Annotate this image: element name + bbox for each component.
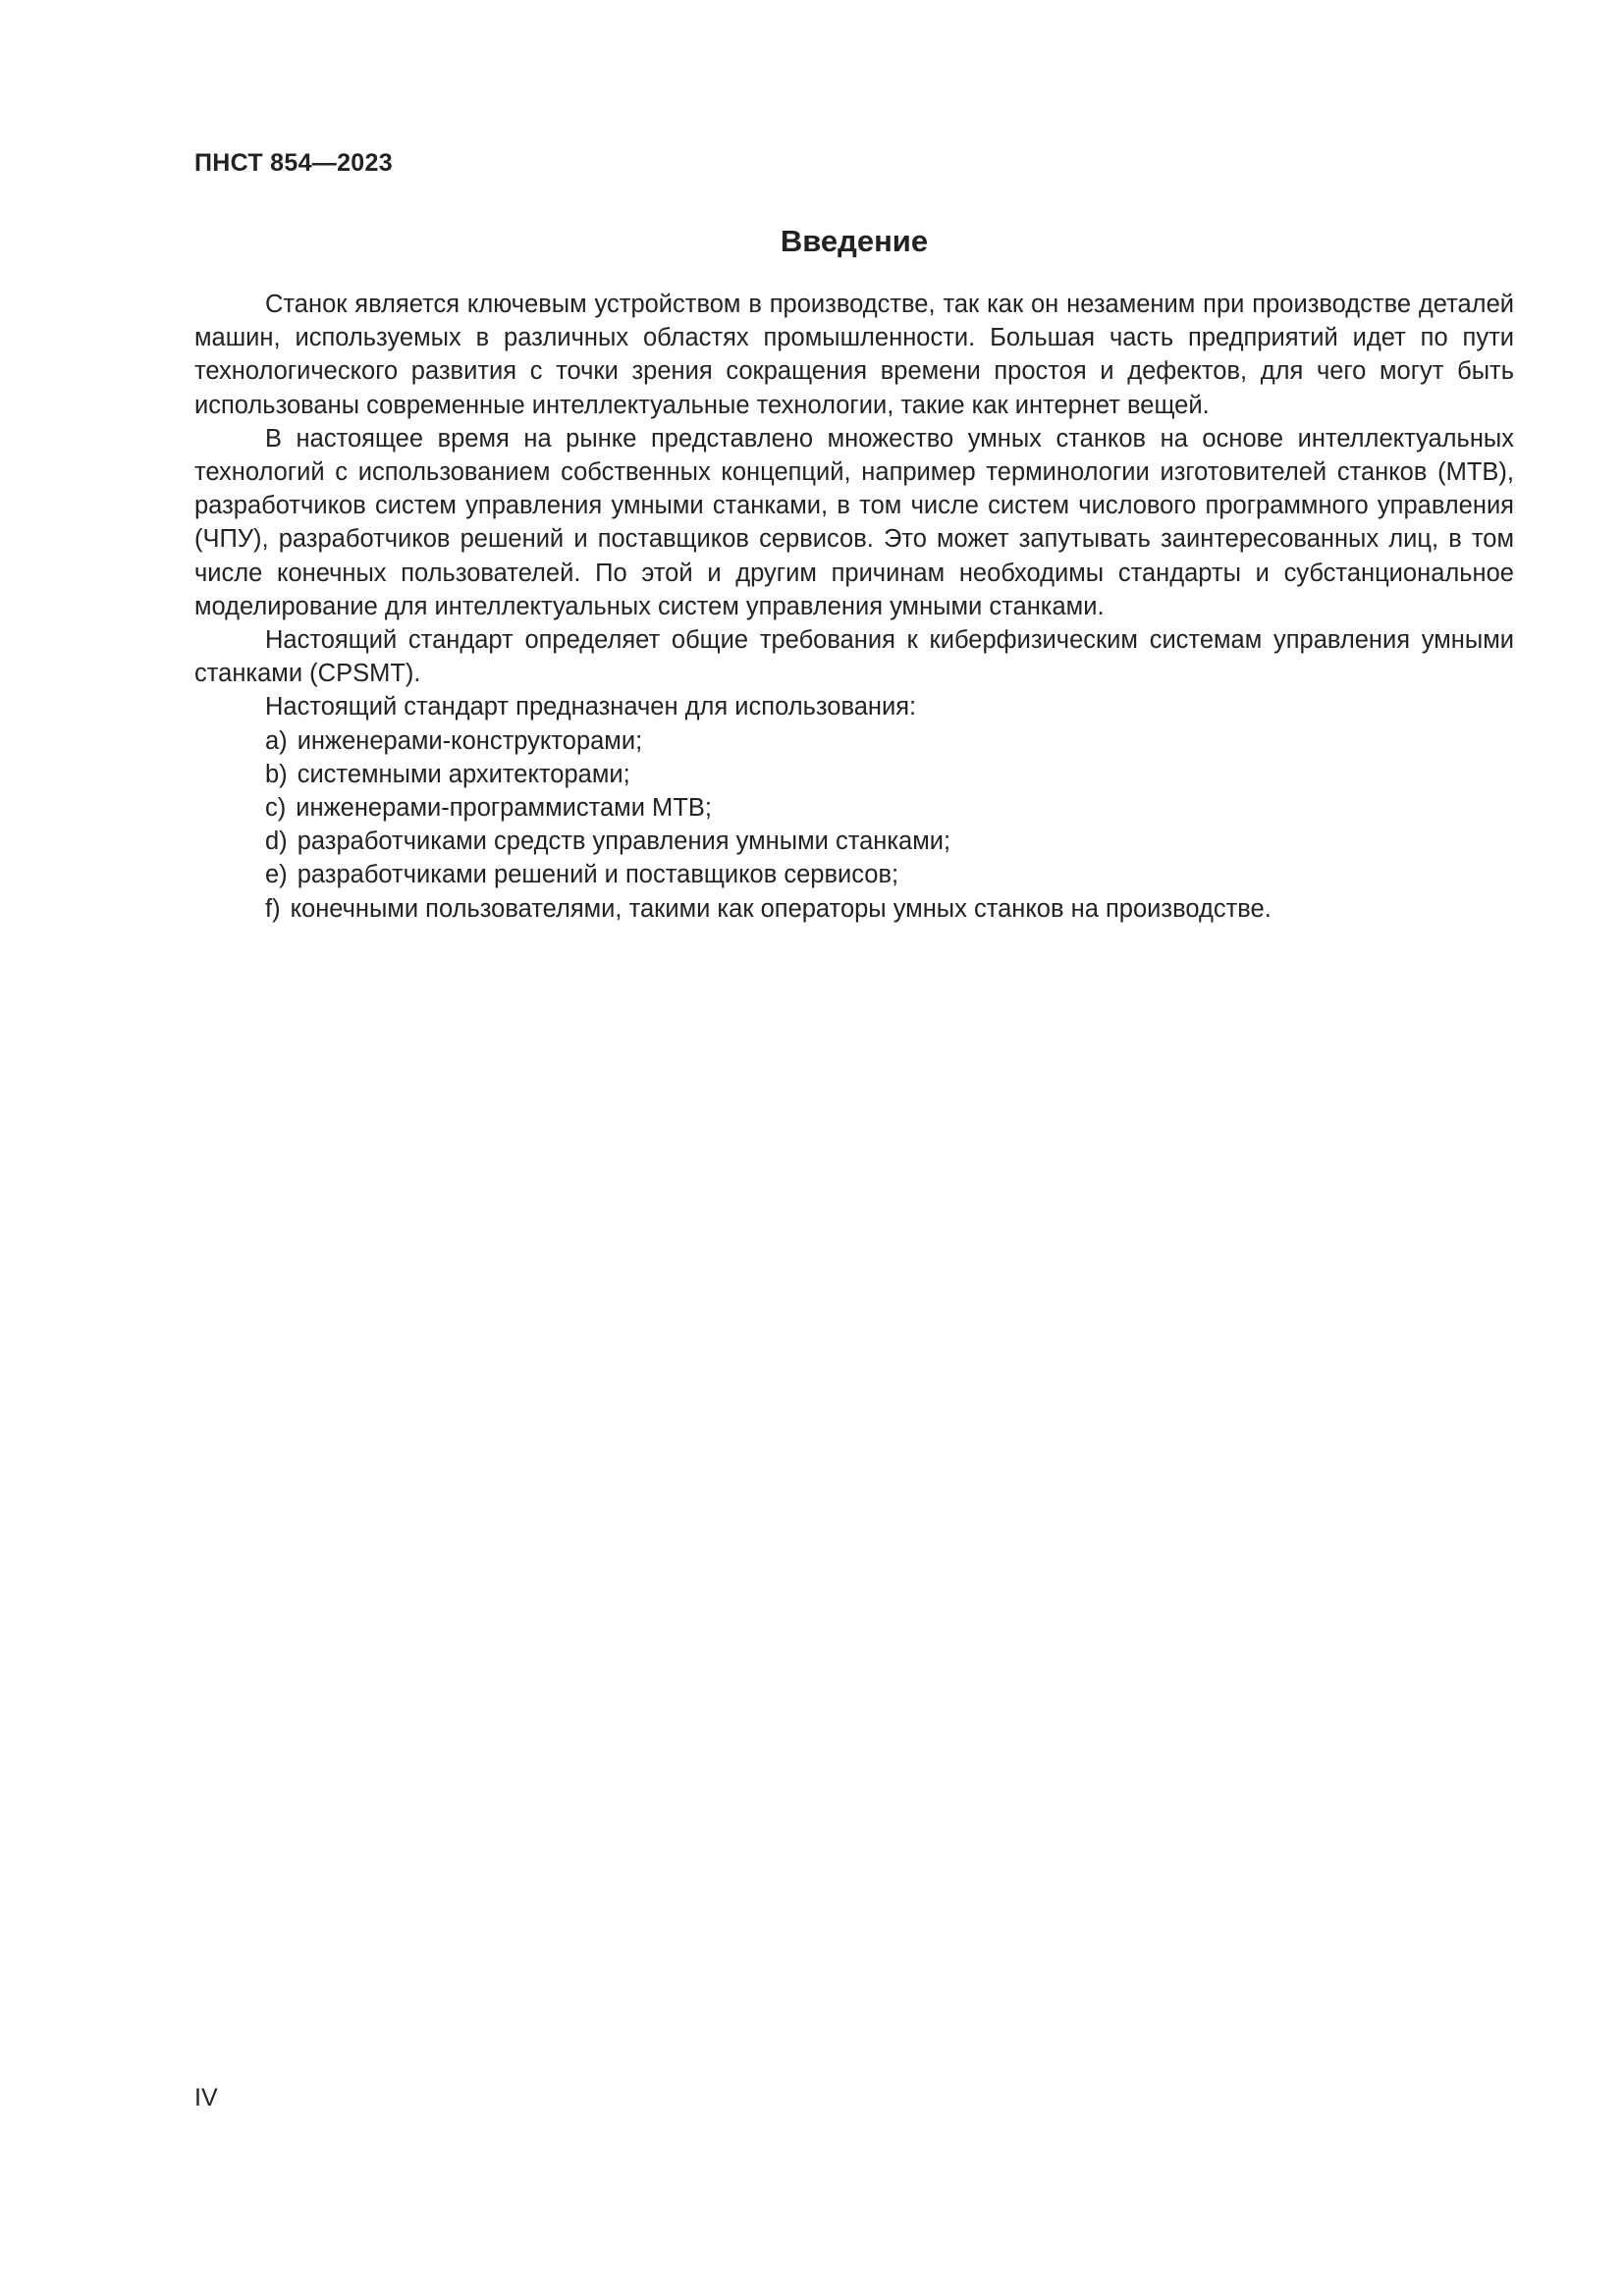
list-item bbox=[194, 724, 1514, 758]
paragraph: В настоящее время на рынке представлено множество умных станков на основе интеллектуальных технологий с использованием собственных концепций, например терминологии изготовителей станков (МТВ), разработчиков систем управления умными станками, в том числе систем числового программного управления (ЧПУ), разработчиков решений и поставщиков сервисов. Это может запутывать заинтересованных лиц, в том числе конечных пользователей. По этой и другим причинам необходимы стандарты и субстанциональное моделирование для интеллектуальных систем управления умными станками. bbox=[194, 424, 1514, 620]
list-item bbox=[194, 758, 1514, 791]
section-title: Введение bbox=[780, 224, 929, 258]
list-marker: f) bbox=[265, 894, 281, 923]
list-item bbox=[194, 791, 1514, 825]
paragraph: Станок является ключевым устройством в производстве, так как он незаменим при производстве деталей машин, используемых в различных областях промышленности. Большая часть предприятий идет по пути технологического развития с точки зрения сокращения времени простоя и дефектов, для чего могут быть использованы современные интеллектуальные технологии, такие как интернет вещей. bbox=[194, 291, 1514, 419]
list-marker: e) bbox=[265, 861, 288, 889]
list-item-text: инженерами-конструкторами; bbox=[297, 726, 643, 755]
paragraph: Настоящий стандарт определяет общие требования к киберфизическим системам управления умными станками (CPSMT). bbox=[194, 626, 1514, 688]
list-item-text: конечными пользователями, такими как операторы умных станков на производстве. bbox=[290, 894, 1272, 923]
list-item-text: системными архитекторами; bbox=[297, 760, 630, 788]
list-item bbox=[194, 858, 1514, 891]
list-item bbox=[194, 892, 1514, 926]
list-item bbox=[194, 825, 1514, 858]
intended-users-list bbox=[194, 724, 1514, 926]
list-item-text: разработчиками решений и поставщиков сервисов; bbox=[297, 861, 899, 889]
list-marker: b) bbox=[265, 760, 288, 788]
standard-code: ПНСТ 854—2023 bbox=[194, 149, 393, 177]
document-body bbox=[194, 288, 1514, 926]
paragraph: Настоящий стандарт предназначен для использования: bbox=[265, 693, 917, 721]
list-item-text: разработчиками средств управления умными станками; bbox=[297, 828, 951, 856]
list-marker: a) bbox=[265, 726, 288, 755]
list-marker: d) bbox=[265, 828, 288, 856]
list-item-text: инженерами-программистами МТВ; bbox=[296, 794, 712, 823]
list-marker: c) bbox=[265, 794, 287, 823]
page-number: IV bbox=[194, 2084, 218, 2111]
